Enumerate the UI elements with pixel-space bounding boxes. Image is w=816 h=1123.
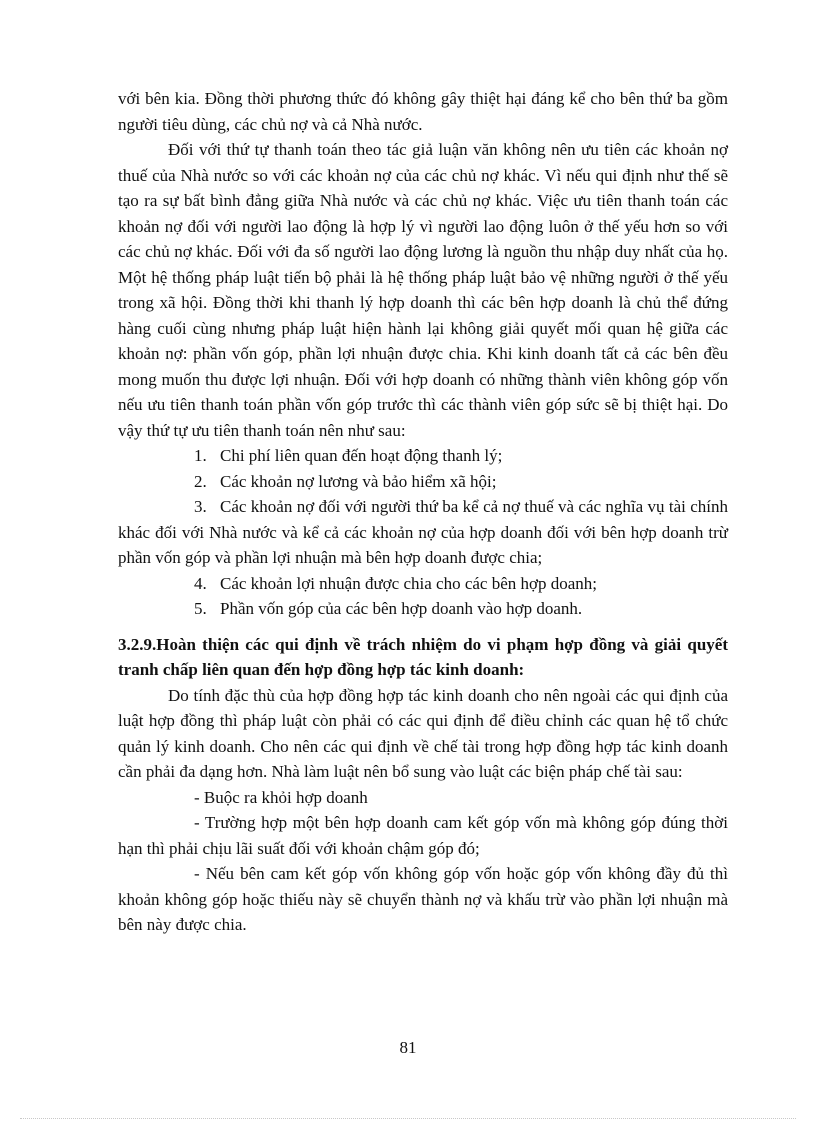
list-number: 5.	[194, 599, 207, 618]
list-text: Các khoản lợi nhuận được chia cho các bên hợp doanh;	[220, 573, 598, 593]
section-heading: 3.2.9.Hoàn thiện các qui định về trách nhiệm do vi phạm hợp đồng và giải quyết tranh chấp liên quan đến hợp đồng hợp tác kinh doanh:	[118, 634, 728, 679]
list-item	[118, 571, 728, 597]
list-text: Các khoản nợ đối với người thứ ba kể cả nợ thuế và các nghĩa vụ tài chính khác đối với Nhà nước và kể cả các khoản nợ của hợp doanh đối với bên hợp doanh trừ phần vốn góp và phần lợi nhuận mà bên hợp doanh được chia;	[118, 497, 728, 567]
list-number: 3.	[194, 497, 207, 516]
section-paragraph: Do tính đặc thù của hợp đồng hợp tác kinh doanh cho nên ngoài các qui định của luật hợp đồng thì pháp luật còn phải có các qui định để điều chỉnh các quan hệ tổ chức quản lý kinh doanh. Cho nên các qui định về chế tài trong hợp đồng hợp tác kinh doanh cần phải đa dạng hơn. Nhà làm luật nên bổ sung vào luật các biện pháp chế tài sau:	[118, 685, 728, 781]
list-item	[118, 596, 728, 622]
paragraph-continuation: với bên kia. Đồng thời phương thức đó không gây thiệt hại đáng kể cho bên thứ ba gồm người tiêu dùng, các chủ nợ và cả Nhà nước.	[118, 89, 728, 134]
list-item	[118, 469, 728, 495]
page-number: 81	[399, 1038, 417, 1057]
dash-item: - Trường hợp một bên hợp doanh cam kết góp vốn mà không góp đúng thời hạn thì phải chịu lãi suất đối với khoản chậm góp đó;	[118, 813, 728, 858]
list-item	[118, 443, 728, 469]
document-page	[118, 86, 728, 938]
dash-item: - Nếu bên cam kết góp vốn không góp vốn hoặc góp vốn không đầy đủ thì khoản không góp hoặc thiếu này sẽ chuyển thành nợ và khấu trừ vào phần lợi nhuận mà bên này được chia.	[118, 864, 728, 934]
footer-divider	[20, 1118, 796, 1119]
list-text: Phần vốn góp của các bên hợp doanh vào hợp doanh.	[220, 599, 583, 618]
list-item	[118, 494, 728, 571]
list-number: 2.	[194, 471, 207, 491]
dash-item: - Buộc ra khỏi hợp doanh	[194, 787, 368, 807]
list-text: Các khoản nợ lương và bảo hiểm xã hội;	[220, 471, 497, 491]
list-text: Chi phí liên quan đến hoạt động thanh lý;	[220, 446, 503, 465]
list-number: 1.	[194, 446, 207, 465]
paragraph-payment-order: Đối với thứ tự thanh toán theo tác giả luận văn không nên ưu tiên các khoản nợ thuế của Nhà nước so với các khoản nợ của các chủ nợ khác. Vì nếu qui định như thế sẽ tạo ra sự bất bình đẳng giữa Nhà nước và các chủ nợ khác. Việc ưu tiên thanh toán các khoản nợ đối với người lao động là hợp lý vì người lao động luôn ở thế yếu hơn so với các chủ nợ khác. Đối với đa số người lao động lương là nguồn thu nhập duy nhất của họ. Một hệ thống pháp luật tiến bộ phải là hệ thống pháp luật bảo vệ những người ở thế yếu trong xã hội. Đồng thời khi thanh lý hợp doanh thì các bên hợp doanh là chủ thể đứng hàng cuối cùng nhưng pháp luật hiện hành lại không giải quyết mối quan hệ giữa các khoản nợ: phần vốn góp, phần lợi nhuận được chia. Khi kinh doanh tất cả các bên đều mong muốn thu được lợi nhuận. Đối với hợp doanh có những thành viên không góp vốn nếu ưu tiên thanh toán phần vốn góp trước thì các thành viên góp sức sẽ bị thiệt hại. Do vậy thứ tự ưu tiên thanh toán nên như sau:	[118, 140, 728, 440]
list-number: 4.	[194, 573, 207, 593]
